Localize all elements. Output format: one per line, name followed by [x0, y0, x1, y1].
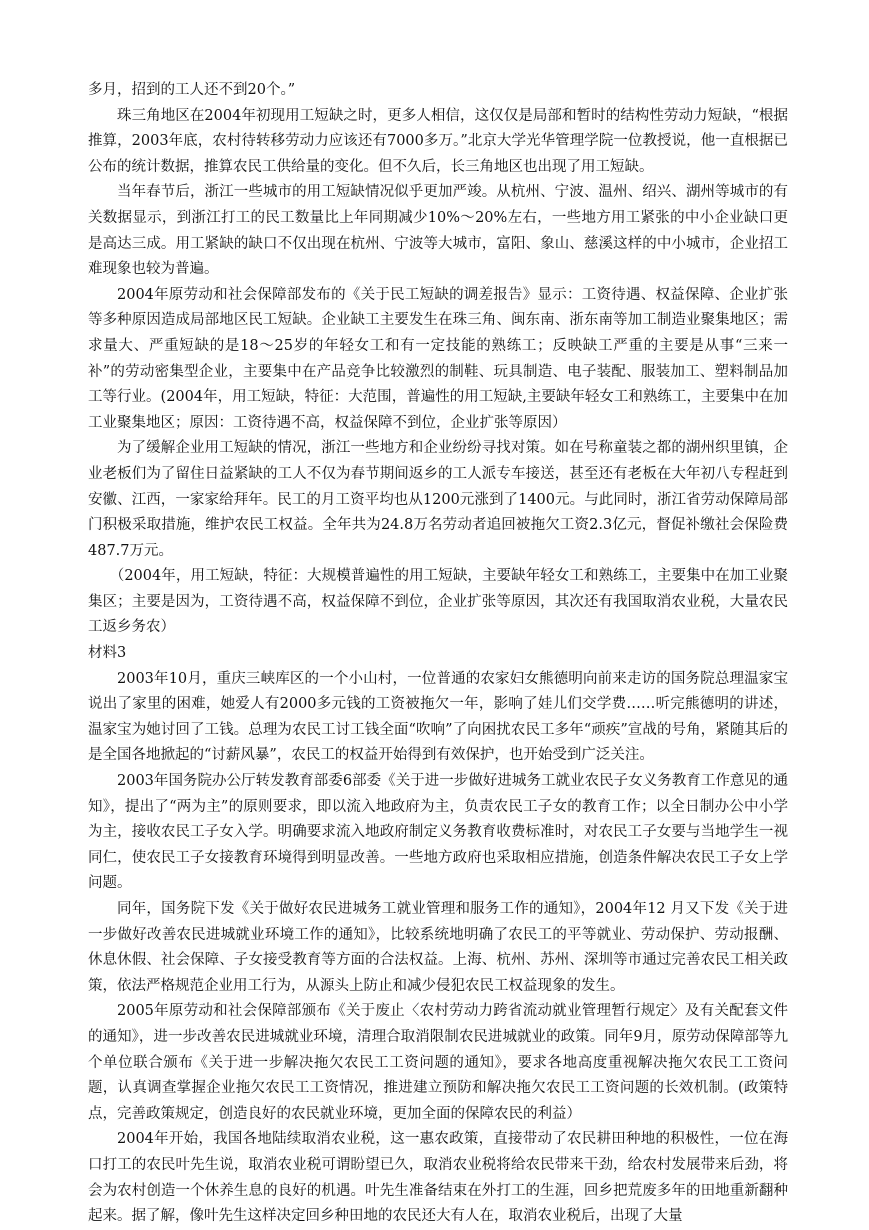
paragraph-2: 珠三角地区在2004年初现用工短缺之时，更多人相信，这仅仅是局部和暂时的结构性劳动力短缺，“根据推算，2003年底，农村待转移劳动力应该还有7000多万。”北京大学光华管理学院一位教授说，他一直根据已公布的统计数据，推算农民工供给量的变化。但不久后，长三角地区也出现了用工短缺。	[88, 107, 788, 175]
paragraph-5: 为了缓解企业用工短缺的情况，浙江一些地方和企业纷纷寻找对策。如在号称童装之都的湖州织里镇，企业老板们为了留住日益紧缺的工人不仅为春节期间返乡的工人派专车接送，甚至还有老板在大年初八专程赶到安徽、江西，一家家给拜年。民工的月工资平均也从1200元涨到了1400元。与此同时，浙江省劳动保障局部门积极采取措施，维护农民工权益。全年共为24.8万名劳动者追回被拖欠工资2.3亿元，督促补缴社会保险费487.7万元。	[88, 440, 788, 559]
paragraph-4: 2004年原劳动和社会保障部发布的《关于民工短缺的调差报告》显示：工资待遇、权益保障、企业扩张等多种原因造成局部地区民工短缺。企业缺工主要发生在珠三角、闽东南、浙东南等加工制造业聚集地区；需求量大、严重短缺的是18～25岁的年轻女工和有一定技能的熟练工；反映缺工严重的主要是从事“三来一补”的劳动密集型企业，主要集中在产品竞争比较激烈的制鞋、玩具制造、电子装配、服装加工、塑料制品加工等行业。(2004年，用工短缺，特征：大范围，普遍性的用工短缺,主要缺年轻女工和熟练工，主要集中在加工业聚集地区；原因：工资待遇不高，权益保障不到位，企业扩张等原因）	[88, 286, 788, 431]
paragraph-3: 当年春节后，浙江一些城市的用工短缺情况似乎更加严竣。从杭州、宁波、温州、绍兴、湖州等城市的有关数据显示，到浙江打工的民工数量比上年同期减少10%～20%左右，一些地方用工紧张的中小企业缺口更是高达三成。用工紧缺的缺口不仅出现在杭州、宁波等大城市，富阳、象山、慈溪这样的中小城市，企业招工难现象也较为普遍。	[88, 184, 788, 278]
paragraph-10: 2005年原劳动和社会保障部颁布《关于废止〈农村劳动力跨省流动就业管理暂行规定〉及有关配套文件的通知》，进一步改善农民进城就业环境，清理合取消限制农民进城就业的政策。同年9月，原劳动保障部等九个单位联合颁布《关于进一步解决拖欠农民工工资问题的通知》，要求各地高度重视解决拖欠农民工工资问题，认真调查掌握企业拖欠农民工工资情况，推进建立预防和解决拖欠农民工工资问题的长效机制。(政策特点，完善政策规定，创造良好的农民就业环境，更加全面的保障农民的利益）	[88, 1003, 788, 1122]
section-heading-material-3: 材料3	[88, 645, 127, 662]
paragraph-1: 多月，招到的工人还不到20个。”	[88, 82, 296, 98]
document-page	[88, 78, 788, 1230]
paragraph-7: 2003年10月，重庆三峡库区的一个小山村，一位普通的农家妇女熊德明向前来走访的国务院总理温家宝说出了家里的困难，她爱人有2000多元钱的工资被拖欠一年，影响了娃儿们交学费……听完熊德明的讲述，温家宝为她讨回了工钱。总理为农民工讨工钱全面“吹响”了向困扰农民工多年“顽疾”宣战的号角，紧随其后的是全国各地掀起的“讨薪风暴”，农民工的权益开始得到有效保护，也开始受到广泛关注。	[88, 670, 788, 764]
paragraph-9: 同年，国务院下发《关于做好农民进城务工就业管理和服务工作的通知》，2004年12 月又下发《关于进一步做好改善农民进城就业环境工作的通知》，比较系统地明确了农民工的平等就业、劳动保护、劳动报酬、休息休假、社会保障、子女接受教育等方面的合法权益。上海、杭州、苏州、深圳等市通过完善农民工相关政策，依法严格规范企业用工行为，从源头上防止和减少侵犯农民工权益现象的发生。	[88, 901, 788, 994]
paragraph-6-note: （2004年，用工短缺，特征：大规模普遍性的用工短缺，主要缺年轻女工和熟练工，主要集中在加工业聚集区；主要是因为，工资待遇不高，权益保障不到位，企业扩张等原因，其次还有我国取消农业税，大量农民工返乡务农）	[88, 568, 788, 636]
paragraph-11: 2004年开始，我国各地陆续取消农业税，这一惠农政策，直接带动了农民耕田种地的积极性，一位在海口打工的农民叶先生说，取消农业税可谓盼望已久，取消农业税将给农民带来干劲，给农村发展带来后劲，将会为农村创造一个休养生息的良好的机遇。叶先生准备结束在外打工的生涯，回乡把荒废多年的田地重新翻种起来。据了解，像叶先生这样决定回乡种田地的农民还大有人在，取消农业税后，出现了大量	[88, 1131, 788, 1225]
paragraph-8: 2003年国务院办公厅转发教育部委6部委《关于进一步做好进城务工就业农民子女义务教育工作意见的通知》，提出了“两为主”的原则要求，即以流入地政府为主，负责农民工子女的教育工作；以全日制办公中小学为主，接收农民工子女入学。明确要求流入地政府制定义务教育收费标准时，对农民工子女要与当地学生一视同仁，使农民工子女接教育环境得到明显改善。一些地方政府也采取相应措施，创造条件解决农民工子女上学问题。	[88, 773, 788, 892]
